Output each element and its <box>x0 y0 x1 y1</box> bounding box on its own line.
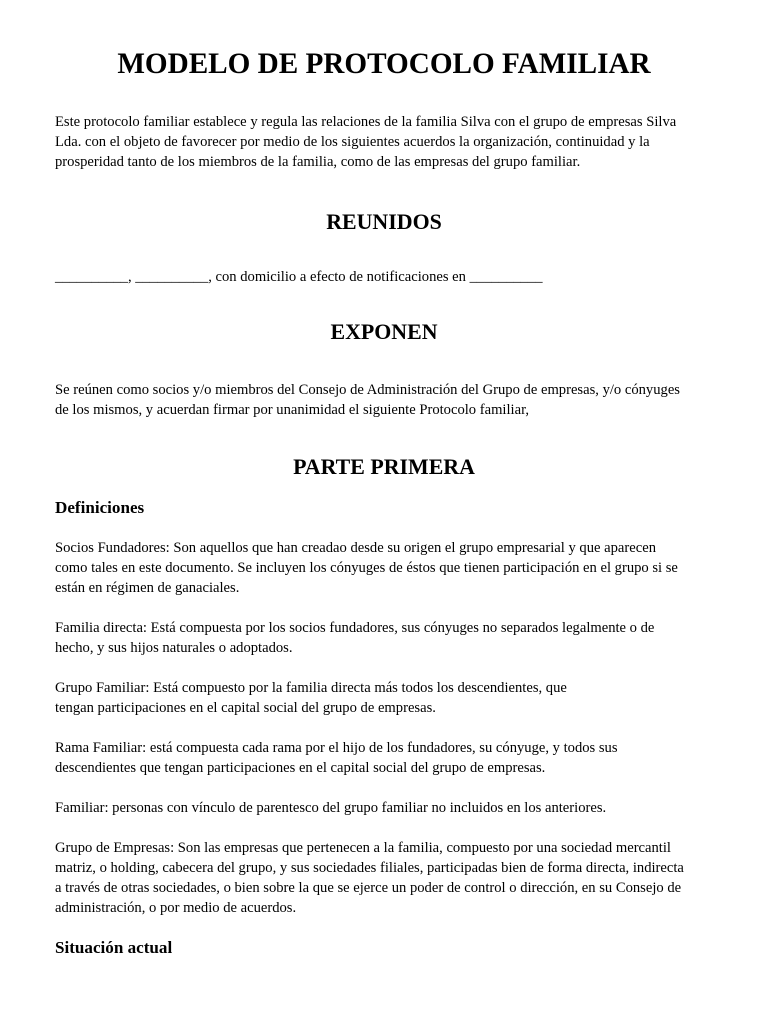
definition-line: a través de otras sociedades, o bien sobre la que se ejerce un poder de control o dirección, en su Consejo de <box>55 880 682 896</box>
reunidos-heading: REUNIDOS <box>326 209 442 234</box>
exponen-paragraph <box>55 380 715 420</box>
definition-socios-fundadores <box>55 538 715 598</box>
definition-line: Grupo Familiar: Está compuesto por la familia directa más todos los descendientes, que <box>55 680 567 696</box>
definition-line: descendientes que tengan participaciones en el capital social del grupo de empresas. <box>55 760 546 776</box>
definition-line: Rama Familiar: está compuesta cada rama por el hijo de los fundadores, su cónyuge, y todos sus <box>55 740 618 756</box>
reunidos-text: __________, __________, con domicilio a efecto de notificaciones en __________ <box>55 269 543 285</box>
definition-line: Grupo de Empresas: Son las empresas que pertenecen a la familia, compuesto por una sociedad mercantil <box>55 840 671 856</box>
definition-line: Familiar: personas con vínculo de parentesco del grupo familiar no incluidos en los anteriores. <box>55 800 607 816</box>
intro-line: Lda. con el objeto de favorecer por medio de los siguientes acuerdos la organización, continuidad y la <box>55 134 650 150</box>
definition-rama-familiar <box>55 738 715 778</box>
intro-line: Este protocolo familiar establece y regula las relaciones de la familia Silva con el grupo de empresas Silva <box>55 114 677 130</box>
definition-line: administración, o por medio de acuerdos. <box>55 900 297 916</box>
exponen-line: de los mismos, y acuerdan firmar por unanimidad el siguiente Protocolo familiar, <box>55 402 529 418</box>
intro-paragraph <box>55 112 715 172</box>
intro-line: prosperidad tanto de los miembros de la familia, como de las empresas del grupo familiar. <box>55 154 581 170</box>
definition-line: como tales en este documento. Se incluyen los cónyuges de éstos que tienen participación en el grupo si se <box>55 560 678 576</box>
definition-line: están en régimen de ganaciales. <box>55 580 240 596</box>
situacion-actual-heading: Situación actual <box>55 938 173 957</box>
definition-line: hecho, y sus hijos naturales o adoptados. <box>55 640 293 656</box>
exponen-heading: EXPONEN <box>330 319 438 344</box>
reunidos-line <box>55 267 715 287</box>
definition-line: tengan participaciones en el capital social del grupo de empresas. <box>55 700 436 716</box>
definition-line: matriz, o holding, cabecera del grupo, y sus sociedades filiales, participadas bien de forma directa, indirecta <box>55 860 684 876</box>
definition-grupo-familiar <box>55 678 715 718</box>
definition-line: Socios Fundadores: Son aquellos que han creadao desde su origen el grupo empresarial y que aparecen <box>55 540 656 556</box>
definition-line: Familia directa: Está compuesta por los socios fundadores, sus cónyuges no separados legalmente o de <box>55 620 655 636</box>
definiciones-heading: Definiciones <box>55 498 145 517</box>
exponen-line: Se reúnen como socios y/o miembros del Consejo de Administración del Grupo de empresas, y/o cónyuges <box>55 382 680 398</box>
definition-grupo-empresas <box>55 838 715 918</box>
parte-primera-heading: PARTE PRIMERA <box>293 454 475 479</box>
document-title: MODELO DE PROTOCOLO FAMILIAR <box>117 48 651 80</box>
definition-familiar <box>55 798 715 818</box>
definition-familia-directa <box>55 618 715 658</box>
